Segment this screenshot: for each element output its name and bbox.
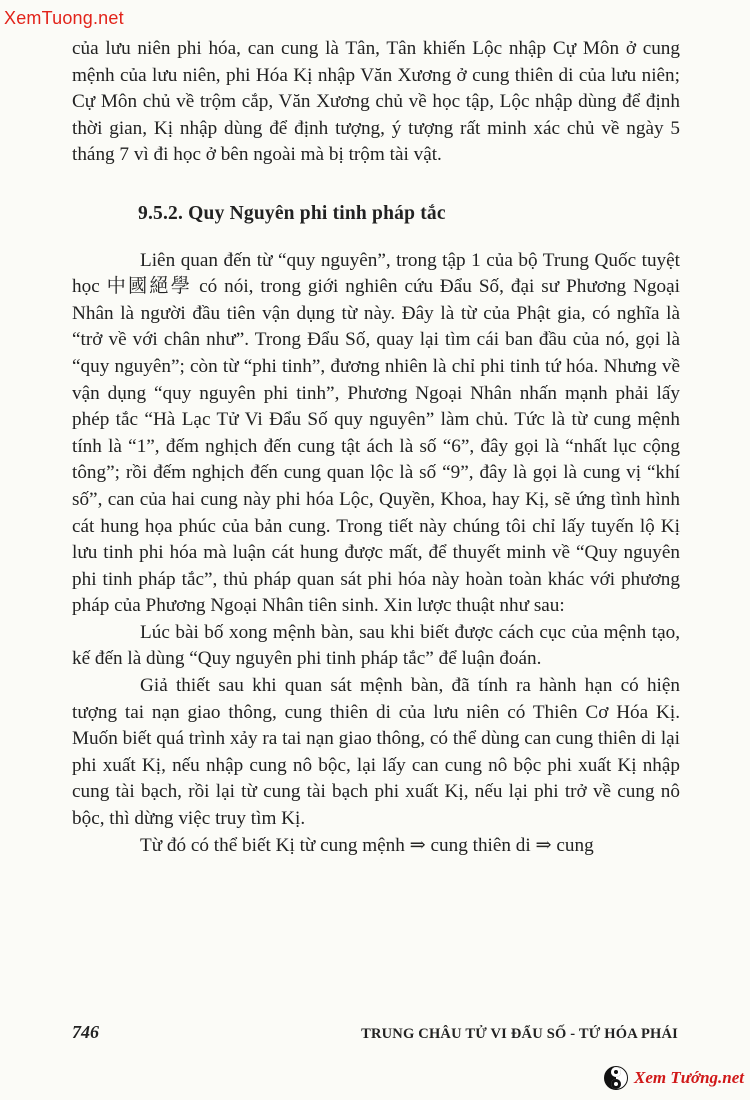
watermark-brand-text: Xem Tướng.net [634,1068,744,1087]
page-footer [72,1022,678,1043]
yin-yang-icon [604,1066,628,1090]
running-title: TRUNG CHÂU TỬ VI ĐẨU SỐ - TỨ HÓA PHÁI [361,1026,678,1042]
watermark-bottom-right [604,1066,744,1090]
watermark-top-left: XemTuong.net [4,8,124,28]
paragraph-tu-do: Từ đó có thể biết Kị từ cung mệnh ⇒ cung thiên di ⇒ cung [140,834,594,856]
paragraph-quy-nguyen: Liên quan đến từ “quy nguyên”, trong tập 1 của bộ Trung Quốc tuyệt học 中國絕學 có nói, trong giới nghiên cứu Đẩu Số, đại sư Phương Ngoại Nhân là người đầu tiên vận dụng từ này. Đây là từ của Phật gia, có nghĩa là “trở về với chân như”. Trong Đẩu Số, quay lại tìm cái ban đầu của nó, gọi là “quy nguyên”; còn từ “phi tinh”, đương nhiên là chỉ phi tinh tứ hóa. Nhưng về vận dụng “quy nguyên phi tinh”, Phương Ngoại Nhân nhấn mạnh phải lấy phép tắc “Hà Lạc Tử Vi Đẩu Số quy nguyên” làm chủ. Tức là từ cung mệnh tính là “1”, đếm nghịch đến cung tật ách là số “6”, đây gọi là “nhất lục cộng tông”; rồi đếm nghịch đến cung quan lộc là số “9”, đây là gọi là cung vị “khí số”, can của hai cung này phi hóa Lộc, Quyền, Khoa, hay Kị, sẽ ứng tình hình cát hung họa phúc của bản cung. Trong tiết này chúng tôi chỉ lấy tuyến lộ Kị lưu tinh phi hóa mà luận cát hung được mất, để thuyết minh về “Quy nguyên phi tinh pháp tắc”, thủ pháp quan sát phi hóa này hoàn toàn khác với phương pháp của Phương Ngoại Nhân tiên sinh. Xin lược thuật như sau: [72,249,680,617]
section-heading: 9.5.2. Quy Nguyên phi tinh pháp tắc [138,202,446,224]
page-content [72,36,680,859]
paragraph-continuation: của lưu niên phi hóa, can cung là Tân, Tân khiến Lộc nhập Cự Môn ở cung mệnh của lưu niên, phi Hóa Kị nhập Văn Xương ở cung thiên di của lưu niên; Cự Môn chủ về trộm cắp, Văn Xương chủ về học tập, Lộc nhập dùng để định thời gian, Kị nhập dùng để định tượng, ý tượng rất minh xác chủ về ngày 5 tháng 7 vì đi học ở bên ngoài mà bị trộm tài vật. [72,38,680,166]
paragraph-gia-thiet: Giả thiết sau khi quan sát mệnh bàn, đã tính ra hành hạn có hiện tượng tai nạn giao thông, cung thiên di của lưu niên có Thiên Cơ Hóa Kị. Muốn biết quá trình xảy ra tai nạn giao thông, có thể dùng can cung thiên di lại phi xuất Kị, nếu nhập cung nô bộc, lại lấy can cung nô bộc phi xuất Kị nhập cung tài bạch, rồi lại từ cung tài bạch phi xuất Kị, nếu lại phi trở về cung nô bộc, thì dừng việc truy tìm Kị. [72,675,680,830]
paragraph-bai-bo: Lúc bài bố xong mệnh bàn, sau khi biết được cách cục của mệnh tạo, kế đến là dùng “Quy nguyên phi tinh pháp tắc” để luận đoán. [72,621,680,670]
page-number: 746 [72,1022,99,1042]
